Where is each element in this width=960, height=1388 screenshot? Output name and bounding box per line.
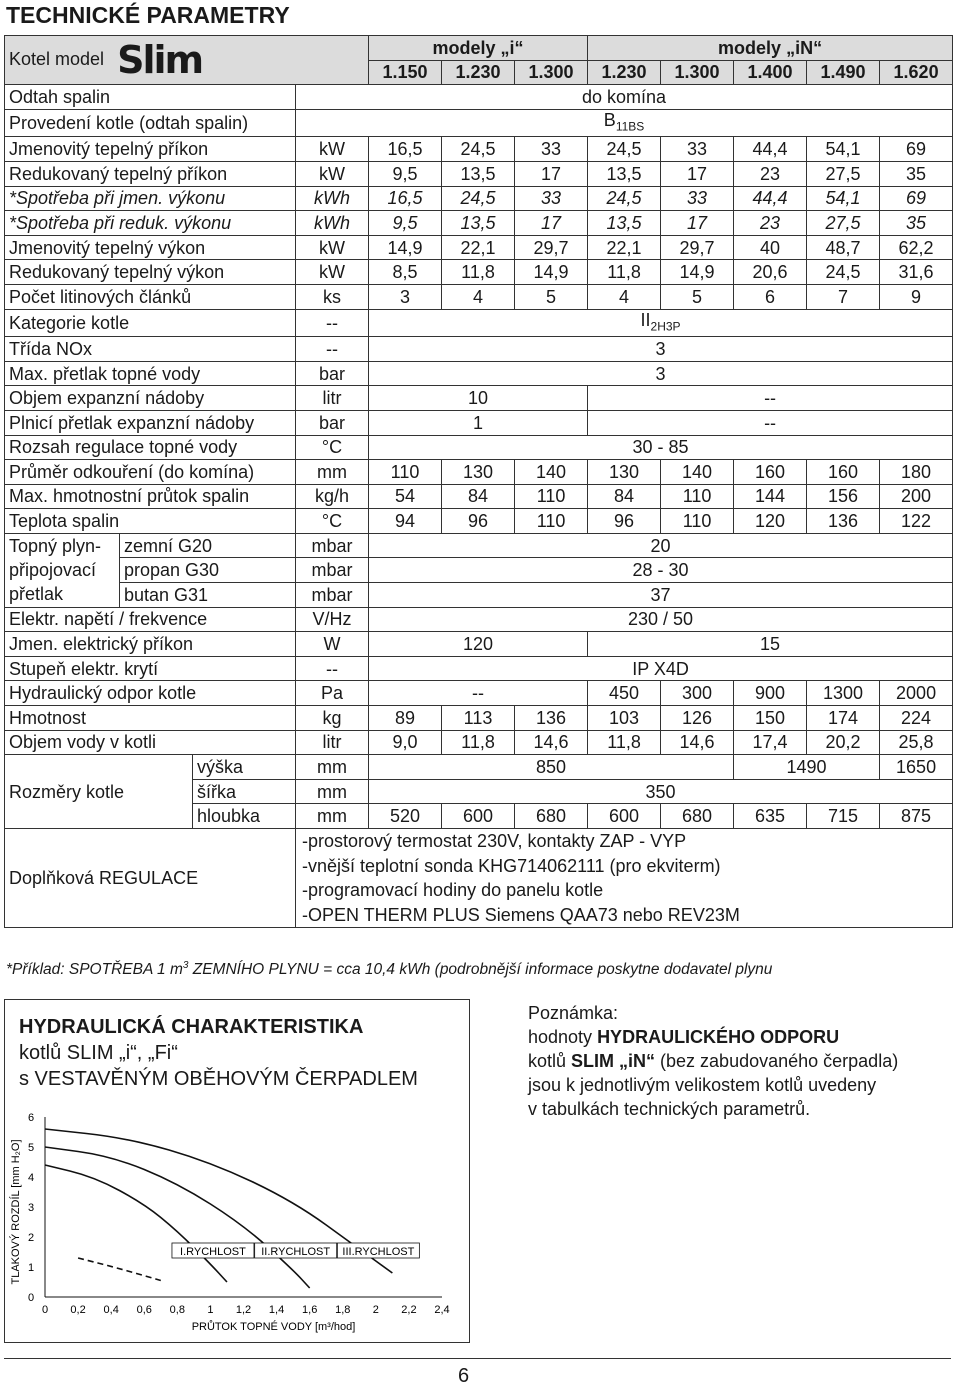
- row-label: Elektr. napětí / frekvence: [5, 607, 296, 632]
- model-header: 1.620: [880, 60, 953, 85]
- row-unit: mm: [296, 779, 369, 804]
- series-label: II.RYCHLOST: [261, 1246, 331, 1258]
- row-value: 180: [880, 460, 953, 485]
- row-value: 33: [515, 186, 588, 211]
- row-unit: mm: [296, 755, 369, 780]
- gas-label: Topný plyn- připojovací přetlak: [5, 533, 120, 607]
- row-value: 110: [661, 484, 734, 509]
- row-unit: Pa: [296, 681, 369, 706]
- row-value: 54: [369, 484, 442, 509]
- group-i-header: modely „i“: [369, 36, 588, 61]
- row-label: Rozsah regulace topné vody: [5, 435, 296, 460]
- row-unit: kWh: [296, 211, 369, 236]
- row-value: 160: [807, 460, 880, 485]
- table-row: [5, 730, 953, 755]
- group-in-header: modely „iN“: [588, 36, 953, 61]
- row-value: 122: [880, 509, 953, 534]
- x-tick-label: 0,8: [169, 1304, 185, 1316]
- table-row: [5, 410, 953, 435]
- row-value: --: [369, 681, 588, 706]
- table-row: [5, 533, 953, 558]
- row-value: 29,7: [515, 235, 588, 260]
- table-row: [5, 558, 953, 583]
- regulation-item: -vnější teplotní sonda KHG714062111 (pro ekviterm): [302, 855, 721, 876]
- row-value: 120: [369, 632, 588, 657]
- table-row: [5, 186, 953, 211]
- row-value: 3: [369, 337, 953, 362]
- row-unit: --: [296, 337, 369, 362]
- y-axis-label: TLAKOVÝ ROZDÍL [mm H₂O]: [10, 1139, 22, 1285]
- row-unit: kW: [296, 235, 369, 260]
- row-value: 156: [807, 484, 880, 509]
- row-unit: kW: [296, 137, 369, 162]
- row-value: 224: [880, 706, 953, 731]
- row-unit: mm: [296, 804, 369, 829]
- gas-type: propan G30: [120, 558, 296, 583]
- row-value: 69: [880, 137, 953, 162]
- row-value: 1650: [880, 755, 953, 780]
- row-value: 5: [661, 284, 734, 309]
- row-value: 96: [588, 509, 661, 534]
- row-value: 300: [661, 681, 734, 706]
- row-value: 3: [369, 284, 442, 309]
- x-tick-label: 2,2: [401, 1304, 417, 1316]
- x-tick-label: 1,4: [268, 1304, 285, 1316]
- row-unit: kW: [296, 161, 369, 186]
- row-value: 9,5: [369, 161, 442, 186]
- row-value: 15: [588, 632, 953, 657]
- row-value: 11,8: [442, 260, 515, 285]
- row-label: Odtah spalin: [5, 85, 296, 110]
- y-tick-label: 5: [27, 1142, 35, 1154]
- row-value: 44,4: [734, 186, 807, 211]
- row-value: 28 - 30: [369, 558, 953, 583]
- x-tick-label: 2,4: [434, 1304, 450, 1316]
- row-value: 17: [661, 161, 734, 186]
- row-value: 103: [588, 706, 661, 731]
- row-label: Stupeň elektr. krytí: [5, 656, 296, 681]
- page-title: TECHNICKÉ PARAMETRY: [6, 2, 290, 28]
- row-label: Rozměry kotle: [5, 755, 193, 829]
- row-unit: bar: [296, 361, 369, 386]
- row-label: Redukovaný tepelný výkon: [5, 260, 296, 285]
- row-value: 24,5: [807, 260, 880, 285]
- x-tick-label: 0,4: [103, 1304, 119, 1316]
- table-row: [5, 109, 953, 137]
- row-value: 4: [588, 284, 661, 309]
- x-tick-label: 0,2: [70, 1304, 86, 1316]
- note-block: Poznámka: hodnoty HYDRAULICKÉHO ODPORU kotlů SLIM „iN“ (bez zabudovaného čerpadla) jsou k jednotlivým velikostem kotlů uvedeny v tabulkách technických parametrů.: [528, 1003, 899, 1119]
- row-value: 130: [442, 460, 515, 485]
- row-value: 140: [661, 460, 734, 485]
- row-value: 144: [734, 484, 807, 509]
- series-line: [45, 1165, 227, 1282]
- row-value: 20,2: [807, 730, 880, 755]
- row-value: 136: [807, 509, 880, 534]
- x-tick-label: 1,6: [302, 1304, 318, 1316]
- row-value: 13,5: [588, 211, 661, 236]
- row-value: 24,5: [442, 186, 515, 211]
- model-header: 1.400: [734, 60, 807, 85]
- row-value: 1490: [734, 755, 880, 780]
- row-value: 29,7: [661, 235, 734, 260]
- row-value: 14,9: [369, 235, 442, 260]
- table-row: [5, 361, 953, 386]
- table-row: [5, 260, 953, 285]
- row-label: Počet litinových článků: [5, 284, 296, 309]
- x-axis-label: PRŮTOK TOPNÉ VODY [m³/hod]: [191, 1321, 356, 1333]
- dimension-name: výška: [193, 755, 296, 780]
- model-header: 1.300: [515, 60, 588, 85]
- table-row: [5, 235, 953, 260]
- row-value: $II_{2H3P}$: [369, 309, 953, 337]
- row-label: Max. přetlak topné vody: [5, 361, 296, 386]
- regulation-list: [296, 829, 953, 928]
- header-row-groups: [5, 36, 953, 61]
- row-value: 13,5: [442, 211, 515, 236]
- row-label: Třída NOx: [5, 337, 296, 362]
- row-value: 22,1: [588, 235, 661, 260]
- row-value: 9: [880, 284, 953, 309]
- row-label: Doplňková REGULACE: [5, 829, 296, 928]
- row-unit: litr: [296, 386, 369, 411]
- row-value: 89: [369, 706, 442, 731]
- row-unit: bar: [296, 410, 369, 435]
- row-value: 16,5: [369, 186, 442, 211]
- row-value: 17,4: [734, 730, 807, 755]
- table-row: [5, 484, 953, 509]
- y-tick-label: 6: [27, 1112, 35, 1124]
- row-value: 875: [880, 804, 953, 829]
- gas-type: butan G31: [120, 583, 296, 608]
- footer-rule: [4, 1358, 951, 1359]
- dimension-name: hloubka: [193, 804, 296, 829]
- row-value: 11,8: [588, 730, 661, 755]
- table-row: [5, 284, 953, 309]
- row-value: 20: [369, 533, 953, 558]
- row-unit: °C: [296, 435, 369, 460]
- row-value: 22,1: [442, 235, 515, 260]
- table-row: [5, 632, 953, 657]
- table-row: [5, 755, 953, 780]
- row-value: --: [588, 410, 953, 435]
- row-value: 7: [807, 284, 880, 309]
- gas-type: zemní G20: [120, 533, 296, 558]
- model-header: 1.230: [588, 60, 661, 85]
- x-tick-label: 0: [41, 1304, 49, 1316]
- table-row: [5, 211, 953, 236]
- table-row: [5, 85, 953, 110]
- row-value: 30 - 85: [369, 435, 953, 460]
- row-value: 450: [588, 681, 661, 706]
- model-header: 1.300: [661, 60, 734, 85]
- row-value: 520: [369, 804, 442, 829]
- row-value: 40: [734, 235, 807, 260]
- row-value: 24,5: [442, 137, 515, 162]
- table-row: [5, 829, 953, 928]
- regulation-item: -programovací hodiny do panelu kotle: [302, 880, 604, 900]
- row-value: 14,6: [515, 730, 588, 755]
- row-label: Hydraulický odpor kotle: [5, 681, 296, 706]
- row-label: Redukovaný tepelný příkon: [5, 161, 296, 186]
- row-value: 230 / 50: [369, 607, 953, 632]
- row-value: 600: [442, 804, 515, 829]
- row-value: 84: [588, 484, 661, 509]
- row-value: 715: [807, 804, 880, 829]
- row-value: 850: [369, 755, 734, 780]
- row-value: 113: [442, 706, 515, 731]
- row-value: 130: [588, 460, 661, 485]
- x-tick-label: 1,8: [335, 1304, 351, 1316]
- row-value: 25,8: [880, 730, 953, 755]
- row-label: Provedení kotle (odtah spalin): [5, 109, 296, 137]
- row-label: Jmen. elektrický příkon: [5, 632, 296, 657]
- x-tick-label: 2: [372, 1304, 379, 1316]
- row-unit: kg/h: [296, 484, 369, 509]
- row-label: *Spotřeba při jmen. výkonu: [5, 186, 296, 211]
- row-value: 48,7: [807, 235, 880, 260]
- row-value: 24,5: [588, 186, 661, 211]
- row-value: 350: [369, 779, 953, 804]
- row-value: 20,6: [734, 260, 807, 285]
- row-value: 37: [369, 583, 953, 608]
- row-value: 110: [369, 460, 442, 485]
- row-unit: kg: [296, 706, 369, 731]
- row-label: Teplota spalin: [5, 509, 296, 534]
- row-label: Max. hmotnostní průtok spalin: [5, 484, 296, 509]
- x-tick-label: 1,2: [235, 1304, 252, 1316]
- row-value: 54,1: [807, 137, 880, 162]
- y-tick-label: 2: [27, 1232, 35, 1244]
- series-label: III.RYCHLOST: [342, 1246, 415, 1258]
- row-value: 54,1: [807, 186, 880, 211]
- row-value: 5: [515, 284, 588, 309]
- row-label: *Spotřeba při reduk. výkonu: [5, 211, 296, 236]
- table-row: [5, 509, 953, 534]
- row-value: 13,5: [588, 161, 661, 186]
- row-unit: W: [296, 632, 369, 657]
- row-label: Objem vody v kotli: [5, 730, 296, 755]
- row-value: 69: [880, 186, 953, 211]
- row-unit: mbar: [296, 583, 369, 608]
- row-value: 200: [880, 484, 953, 509]
- model-header: 1.230: [442, 60, 515, 85]
- row-unit: --: [296, 309, 369, 337]
- row-unit: V/Hz: [296, 607, 369, 632]
- row-value: 110: [515, 509, 588, 534]
- row-unit: mm: [296, 460, 369, 485]
- row-value: 84: [442, 484, 515, 509]
- pump-curve-chart: [5, 1000, 469, 1342]
- row-value: 31,6: [880, 260, 953, 285]
- table-row: [5, 137, 953, 162]
- table-row: [5, 435, 953, 460]
- row-value: 10: [369, 386, 588, 411]
- row-label: Průměr odkouření (do komína): [5, 460, 296, 485]
- row-value: 110: [661, 509, 734, 534]
- row-unit: --: [296, 656, 369, 681]
- row-label: Jmenovitý tepelný výkon: [5, 235, 296, 260]
- row-value: 150: [734, 706, 807, 731]
- table-row: [5, 583, 953, 608]
- row-value: 600: [588, 804, 661, 829]
- row-unit: litr: [296, 730, 369, 755]
- row-value: 27,5: [807, 211, 880, 236]
- row-value: 13,5: [442, 161, 515, 186]
- row-value: IP X4D: [369, 656, 953, 681]
- kotel-model-cell: Kotel model Slim: [5, 36, 369, 85]
- row-value: 94: [369, 509, 442, 534]
- regulation-item: -OPEN THERM PLUS Siemens QAA73 nebo REV23M: [302, 904, 740, 925]
- row-value: 136: [515, 706, 588, 731]
- row-unit: kWh: [296, 186, 369, 211]
- series-line: [78, 1258, 161, 1281]
- table-row: [5, 607, 953, 632]
- row-value: 900: [734, 681, 807, 706]
- series-label: I.RYCHLOST: [180, 1246, 246, 1258]
- page-number: 6: [458, 1365, 470, 1387]
- row-value: 14,9: [515, 260, 588, 285]
- row-value: 14,9: [661, 260, 734, 285]
- row-unit: ks: [296, 284, 369, 309]
- y-tick-label: 4: [27, 1172, 35, 1184]
- row-value: 120: [734, 509, 807, 534]
- row-value: 635: [734, 804, 807, 829]
- hydraulic-title: HYDRAULICKÁ CHARAKTERISTIKA kotlů SLIM „i“, „Fi“ s VESTAVĚNÝM OBĚHOVÝM ČERPADLEM: [19, 1016, 418, 1090]
- row-value: 110: [515, 484, 588, 509]
- y-tick-label: 0: [27, 1292, 35, 1304]
- row-value: 140: [515, 460, 588, 485]
- row-value: 8,5: [369, 260, 442, 285]
- row-value: $B_{11BS}$: [296, 109, 953, 137]
- row-unit: mbar: [296, 558, 369, 583]
- row-value: 35: [880, 161, 953, 186]
- row-value: 17: [515, 211, 588, 236]
- row-value: 17: [661, 211, 734, 236]
- dimension-name: šířka: [193, 779, 296, 804]
- row-value: 680: [515, 804, 588, 829]
- row-value: 24,5: [588, 137, 661, 162]
- table-row: [5, 656, 953, 681]
- row-value: 44,4: [734, 137, 807, 162]
- x-tick-label: 0,6: [136, 1304, 152, 1316]
- row-label: Kategorie kotle: [5, 309, 296, 337]
- row-value: 1: [369, 410, 588, 435]
- row-value: 11,8: [588, 260, 661, 285]
- row-value: 23: [734, 211, 807, 236]
- row-value: 14,6: [661, 730, 734, 755]
- row-value: 1300: [807, 681, 880, 706]
- row-value: 62,2: [880, 235, 953, 260]
- row-value: --: [588, 386, 953, 411]
- model-header: 1.490: [807, 60, 880, 85]
- row-value: 23: [734, 161, 807, 186]
- row-value: do komína: [296, 85, 953, 110]
- slim-logo: Slim: [117, 38, 203, 83]
- row-value: 126: [661, 706, 734, 731]
- row-value: 680: [661, 804, 734, 829]
- table-row: [5, 161, 953, 186]
- row-value: 35: [880, 211, 953, 236]
- row-value: 160: [734, 460, 807, 485]
- regulation-item: -prostorový termostat 230V, kontakty ZAP - VYP: [302, 831, 687, 851]
- row-value: 2000: [880, 681, 953, 706]
- row-value: 33: [661, 186, 734, 211]
- model-header: 1.150: [369, 60, 442, 85]
- row-unit: mbar: [296, 533, 369, 558]
- y-tick-label: 1: [27, 1262, 35, 1274]
- row-value: 96: [442, 509, 515, 534]
- row-value: 9,0: [369, 730, 442, 755]
- table-row: [5, 337, 953, 362]
- y-tick-label: 3: [27, 1202, 35, 1214]
- table-row: [5, 460, 953, 485]
- row-unit: kW: [296, 260, 369, 285]
- row-label: Hmotnost: [5, 706, 296, 731]
- row-value: 27,5: [807, 161, 880, 186]
- hydraulic-characteristic-box: [4, 999, 470, 1343]
- row-value: 33: [661, 137, 734, 162]
- row-value: 9,5: [369, 211, 442, 236]
- series-line: [45, 1147, 310, 1288]
- x-tick-label: 1: [207, 1304, 214, 1316]
- row-value: 17: [515, 161, 588, 186]
- row-value: 4: [442, 284, 515, 309]
- row-value: 11,8: [442, 730, 515, 755]
- row-label: Objem expanzní nádoby: [5, 386, 296, 411]
- row-value: 3: [369, 361, 953, 386]
- row-unit: °C: [296, 509, 369, 534]
- table-row: [5, 309, 953, 337]
- footnote: *Příklad: SPOTŘEBA 1 $m^3$ ZEMNÍHO PLYNU = cca 10,4 kWh (podrobnější informace poskytne dodavatel plynu: [6, 960, 773, 979]
- table-row: [5, 386, 953, 411]
- technical-parameters-table: [4, 35, 953, 928]
- row-label: Plnicí přetlak expanzní nádoby: [5, 410, 296, 435]
- row-value: 16,5: [369, 137, 442, 162]
- row-value: 174: [807, 706, 880, 731]
- table-row: [5, 681, 953, 706]
- row-value: 33: [515, 137, 588, 162]
- row-label: Jmenovitý tepelný příkon: [5, 137, 296, 162]
- table-row: [5, 706, 953, 731]
- row-value: 6: [734, 284, 807, 309]
